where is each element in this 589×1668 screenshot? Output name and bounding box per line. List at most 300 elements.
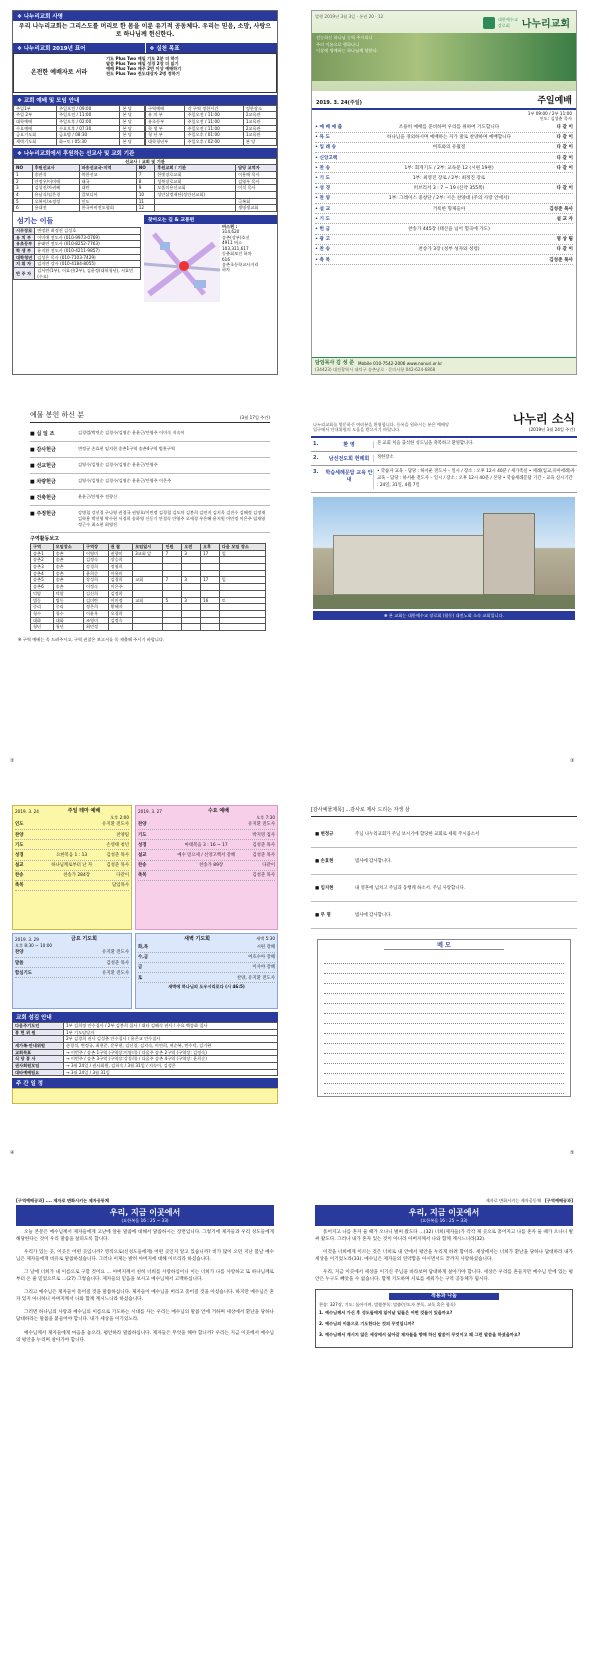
table-cell: 오경희 bbox=[108, 610, 133, 617]
table-cell: 이용배 목사 bbox=[236, 171, 277, 178]
application-label: 적용과 나눔 bbox=[389, 1293, 499, 1300]
program-detail bbox=[37, 960, 106, 966]
table-cell: 덕암 bbox=[53, 590, 83, 597]
mission-row bbox=[14, 198, 277, 205]
table-cell: 정한장소 bbox=[243, 105, 276, 112]
program-person: 담임목사 bbox=[112, 883, 129, 889]
lesson-title: 우리, 지금 이곳에서 bbox=[109, 1208, 181, 1218]
program-label: 금 bbox=[138, 965, 143, 971]
table-cell: 7 bbox=[136, 171, 155, 178]
table-cell bbox=[155, 205, 236, 212]
table-cell: 2교육관 bbox=[243, 112, 276, 119]
program-person: 김성준 목사 bbox=[106, 960, 129, 966]
news-number: 3. bbox=[313, 469, 319, 476]
program-label: 찬양 bbox=[138, 822, 147, 828]
table-cell: 학 생 부 bbox=[146, 125, 185, 132]
church-logo bbox=[483, 15, 570, 30]
table-cell bbox=[182, 557, 201, 564]
program-person: 김성준 목사 bbox=[106, 852, 129, 858]
order-detail: 1부: 회개기도 / 2부: 교독문 12 (시편 19편) bbox=[404, 165, 494, 171]
program-row bbox=[138, 943, 275, 953]
schedule-row bbox=[146, 125, 277, 132]
program-row bbox=[138, 973, 275, 983]
table-cell: 송촌 bbox=[53, 564, 83, 571]
table-cell bbox=[201, 584, 220, 591]
table-cell: 금요밤 / 08:30 bbox=[56, 132, 120, 139]
table-cell: 수요오후 / 07:30 bbox=[56, 125, 120, 132]
table-cell: 생명생교회 bbox=[236, 205, 277, 212]
table-cell: 토 bbox=[219, 597, 265, 604]
table-cell bbox=[155, 198, 236, 205]
lesson-paragraph: 흩어지고 나를 혼자 둘 때가 오나니 벌써 왔도다 …(32) 너희(제자들)가 각각 제 곳으로 흩어지고 나를 혼자 둘 때가 오나니 벌써 왔도다. 그러나 내가 혼자 있는 것이 아니라 아버지께서 나와 함께 계시느니라(32). bbox=[315, 1229, 573, 1242]
table-cell: 김성진/차귀혜 bbox=[32, 185, 79, 192]
program-person: 박지영 집사 bbox=[252, 832, 275, 838]
table-cell: 조영미 bbox=[83, 617, 108, 624]
table-cell bbox=[201, 590, 220, 597]
table-cell: 유남식/임은경 bbox=[32, 191, 79, 198]
table-cell bbox=[219, 604, 265, 611]
service-guide-title: 교회 섬김 안내 bbox=[12, 1012, 278, 1022]
church-building bbox=[333, 535, 485, 595]
table-cell: 극복회 bbox=[236, 198, 277, 205]
staff-title: 섬기는 이들 bbox=[13, 215, 141, 227]
program-person: 김성준 목사 bbox=[252, 852, 275, 858]
table-cell bbox=[219, 590, 265, 597]
sunday-time: 오후 2:00 bbox=[110, 814, 129, 820]
bulletin-page-5 bbox=[12, 805, 278, 1160]
schedule-title: ❖ 교회 예배 및 모임 안내 bbox=[13, 95, 277, 105]
lesson-paragraph: 예수님께서 제자들에게 마음을 놓으라, 평안하라 말씀하십니다. 제자들은 무엇을 해야 합니까? 우리는 지금 이곳에서 예수님의 평안을 누리며 살아가야 합니다. bbox=[16, 1330, 274, 1343]
lesson-paragraph: 우리가 있는 곳, 이곳은 어떤 곳입니까? 영적으로(신성도들에게) 어떤 곳인지 알고 있습니까? 비가 많이 오던 지난 봄날 예수님은 제자들에게 비유로 말씀하셨습니다. 그러나 이제는 밝히 아버지에 대해 이르리라 하셨습니다. bbox=[16, 1249, 274, 1262]
bulletin-page-1 bbox=[12, 10, 278, 375]
thanks-row bbox=[311, 821, 577, 848]
welcome-text: 나누리교회를 방문하신 여러분을 환영합니다. 등록을 원하시는 분은 예배당 입구에서 안내위원의 도움을 받으시기 바랍니다. bbox=[313, 421, 450, 432]
mission-row bbox=[14, 185, 277, 192]
service-role bbox=[13, 1036, 64, 1043]
order-person: 다 같 이 bbox=[556, 186, 573, 192]
district-row bbox=[31, 617, 266, 624]
program-person: 유지환 전도사 bbox=[102, 970, 129, 976]
verse-line: 이상에 명예하는 하나님께 향한다. bbox=[316, 47, 378, 53]
table-cell: 청 년 부 bbox=[146, 132, 185, 139]
table-cell: 송촌 bbox=[53, 584, 83, 591]
schedule-row bbox=[146, 132, 277, 139]
service-guide-table bbox=[12, 1022, 278, 1076]
table-cell: 1교육관 bbox=[243, 132, 276, 139]
table-cell: 윤희순 bbox=[83, 570, 108, 577]
district-table bbox=[30, 543, 266, 631]
news-heading: 환 영 bbox=[343, 442, 355, 449]
sunday-date: 2019. 3. 24 bbox=[15, 808, 39, 814]
table-cell bbox=[163, 584, 182, 591]
thanks-name: ■ 임지현 bbox=[315, 885, 334, 891]
staff-names: 이미애 전도사 (010-9973-0769) bbox=[35, 234, 141, 241]
table-cell: 주일오전 / 11:00 bbox=[185, 125, 243, 132]
table-cell: 안정우/이미애 bbox=[32, 178, 79, 185]
service-role: 식 당 봉 사 bbox=[13, 1056, 64, 1063]
fri-date: 2019. 3. 29 bbox=[15, 936, 39, 942]
order-item: • 예 배 예 출 bbox=[315, 125, 343, 131]
service-title: 주일예배 bbox=[537, 96, 572, 106]
schedule-row bbox=[146, 118, 277, 125]
offering-date: (3월 17일 주간) bbox=[239, 414, 270, 420]
order-person: 다 같 이 bbox=[556, 155, 573, 161]
bulletin-page-2 bbox=[311, 10, 577, 375]
table-cell: 이영미 bbox=[83, 550, 108, 557]
bus-line: 314,620 bbox=[222, 229, 240, 235]
order-detail: 1부: 최영진 장로 / 2부: 최정진 장로 bbox=[412, 176, 486, 182]
program-label: 기도 bbox=[15, 842, 24, 848]
sunday-theme-box bbox=[12, 805, 132, 930]
wed-title: 수요 예배 bbox=[207, 808, 230, 814]
order-row bbox=[315, 184, 573, 194]
order-person: 다 같 이 bbox=[556, 145, 573, 151]
service-detail: 1부 김희정 안수집사 / 2부 김봉희 집사 / 대타 김혜숙 권사 / 수요 백송화 집사 bbox=[64, 1023, 278, 1030]
table-cell bbox=[182, 604, 201, 611]
program-person: 찬양, 유지환 전도사 bbox=[236, 975, 275, 981]
news-item bbox=[311, 438, 577, 452]
table-cell bbox=[219, 584, 265, 591]
table-cell: 장성희 bbox=[83, 577, 108, 584]
staff-role: 시무장로 bbox=[14, 228, 35, 235]
service-row bbox=[13, 1069, 278, 1076]
issue-date: 발행 2019년 3월 3일 · 통권 20 · 12 bbox=[315, 14, 384, 19]
table-cell bbox=[133, 617, 163, 624]
table-cell bbox=[201, 604, 220, 611]
table-cell: 대화 bbox=[31, 617, 54, 624]
offering-names: 김경렬/박연순 김경수/김영순 윤윤근/안영주 이미숙 지숙이 bbox=[78, 430, 185, 435]
program-detail bbox=[160, 975, 237, 981]
program-person: 이사야 강해 bbox=[252, 965, 275, 971]
program-label: 인도 bbox=[15, 822, 24, 828]
bus-line: 4911 버스 bbox=[222, 240, 243, 246]
schedule-row bbox=[146, 105, 277, 112]
table-cell bbox=[163, 564, 182, 571]
district-row bbox=[31, 590, 266, 597]
table-cell: 교회 bbox=[133, 597, 163, 604]
table-cell: 교회 bbox=[133, 577, 163, 584]
staff-names: 변정환 최정진 김성호 bbox=[35, 228, 141, 235]
schedule-left-table bbox=[13, 105, 145, 146]
table-cell: 본 당 bbox=[120, 112, 145, 119]
table-cell bbox=[133, 557, 163, 564]
table-cell: 김영우 목사 bbox=[236, 178, 277, 185]
thanks-row bbox=[311, 902, 577, 929]
order-row bbox=[315, 194, 573, 204]
bus-line: 616 bbox=[222, 256, 230, 262]
page-number: ② bbox=[10, 758, 15, 764]
program-label: 화,목 bbox=[138, 945, 149, 951]
table-cell bbox=[201, 564, 220, 571]
order-row bbox=[315, 143, 573, 153]
program-detail bbox=[160, 954, 248, 960]
order-row bbox=[315, 123, 573, 133]
church-tower bbox=[483, 513, 535, 595]
order-person: 다 같 이 bbox=[556, 247, 573, 253]
order-person bbox=[533, 195, 573, 201]
program-label: 찬송 bbox=[15, 873, 24, 879]
table-cell bbox=[182, 617, 201, 624]
bus-line: 송촌초등학교사거리 bbox=[222, 261, 259, 267]
schedule-row bbox=[14, 125, 145, 132]
offering-row bbox=[30, 490, 270, 506]
dawn-title: 새벽 기도회 bbox=[184, 936, 211, 942]
bus-label: 버스편 : bbox=[222, 224, 238, 229]
table-cell: 7 bbox=[163, 577, 182, 584]
table-cell bbox=[236, 191, 277, 198]
schedule-row bbox=[14, 132, 145, 139]
church-address: (34423) 대전광역시 대덕구 송촌남로 · 문의사항 042-624-6868 bbox=[315, 366, 436, 372]
offering-type: ■ 건축헌금 bbox=[30, 495, 56, 501]
order-item: • 기 도 bbox=[315, 176, 331, 182]
table-cell: 성북장로교회 bbox=[155, 178, 236, 185]
table-cell: 3 bbox=[182, 597, 201, 604]
order-row bbox=[315, 214, 573, 224]
mission-row bbox=[14, 191, 277, 198]
program-detail bbox=[37, 970, 102, 976]
program-label: 찬양 bbox=[15, 832, 24, 838]
program-row bbox=[15, 850, 129, 860]
offering-title: 예물 봉헌 하신 분 bbox=[30, 411, 85, 419]
table-cell bbox=[219, 624, 265, 631]
table-header-cell: 권 찰 bbox=[108, 544, 133, 551]
practice-item: 전도 Plus Two 전도대상자 2명 정하기 bbox=[106, 71, 180, 77]
thanks-name: ■ 손효현 bbox=[315, 858, 334, 864]
program-row bbox=[138, 861, 275, 871]
program-row bbox=[15, 881, 129, 891]
service-row bbox=[13, 1056, 278, 1063]
table-header-cell: 구역 bbox=[31, 544, 54, 551]
service-row bbox=[13, 1043, 278, 1050]
table-cell: 9 bbox=[136, 185, 155, 192]
staff-row bbox=[14, 268, 141, 280]
thanks-text: 주님 나누리교회가 주님 보시기에 합당한 교회로 세워 주시옵소서 bbox=[355, 831, 480, 837]
service-leader: 인도: 김성춘 목사 bbox=[539, 116, 572, 122]
table-cell: 3 bbox=[182, 550, 201, 557]
weekly-schedule-title: 주 간 일 정 bbox=[12, 1078, 278, 1088]
lesson-paragraph: 이것을 너희에게 이르는 것은 너희로 내 안에서 평안을 누리게 하려 함이라. 세상에서는 너희가 환난을 당하나 담대하라 내가 세상을 이기었노라(33). 예수님은 제자들의 연약함을 아시면서도 끝까지 사랑하셨습니다. bbox=[315, 1249, 573, 1262]
table-cell bbox=[133, 610, 163, 617]
table-cell: 인도 bbox=[79, 198, 136, 205]
table-cell bbox=[219, 617, 265, 624]
program-detail bbox=[160, 832, 252, 838]
page-number: ④ bbox=[10, 1150, 15, 1156]
table-cell bbox=[133, 584, 163, 591]
table-cell: 용대전 bbox=[32, 205, 79, 212]
vision-title: ❖ 나누리교회 2019년 표어 bbox=[13, 43, 145, 53]
service-row bbox=[13, 1063, 278, 1070]
news-title: 나누리 소식 bbox=[512, 412, 575, 426]
thanks-text: 범사에 감사합니다. bbox=[355, 912, 392, 918]
table-cell: 북한선교 bbox=[79, 171, 136, 178]
table-cell bbox=[163, 604, 182, 611]
program-label: 축복 bbox=[15, 883, 24, 889]
news-number: 1. bbox=[313, 441, 319, 448]
order-detail bbox=[365, 155, 533, 161]
staff-row bbox=[14, 248, 141, 255]
table-cell: 송촌5 bbox=[31, 577, 54, 584]
news-heading: 남선전도회 헌례회 bbox=[328, 456, 370, 463]
table-cell: 구역예배 bbox=[146, 105, 185, 112]
program-person: 여호수아 강해 bbox=[248, 955, 275, 961]
staff-names: 김성은 목사 (010-7103-7429) bbox=[35, 254, 141, 261]
table-cell: 8 bbox=[136, 178, 155, 185]
schedule-row bbox=[146, 112, 277, 119]
service-detail: → 이번주 / 송촌 1구역 (구역장:이영미) / 다음주 송촌 2구역 (구역장: 김정숙) bbox=[64, 1049, 278, 1056]
news-heading: 학습세례문답 교육 안내 bbox=[325, 470, 373, 484]
table-cell bbox=[182, 624, 201, 631]
program-row bbox=[15, 820, 129, 830]
table-cell: 5 bbox=[14, 198, 33, 205]
service-row bbox=[13, 1023, 278, 1030]
program-detail bbox=[37, 882, 112, 888]
schedule-row bbox=[146, 138, 277, 145]
table-cell: 김경희 bbox=[108, 577, 133, 584]
table-cell: 주일오후 / 02:00 bbox=[56, 118, 120, 125]
table-cell bbox=[182, 564, 201, 571]
program-row bbox=[15, 871, 129, 881]
schedule-row bbox=[14, 138, 145, 145]
bulletin-page-8 bbox=[311, 1198, 577, 1658]
table-cell: 한빛장로교회 bbox=[155, 171, 236, 178]
table-cell: 법동 bbox=[31, 597, 54, 604]
program-row bbox=[15, 968, 129, 978]
order-detail: 1부: 그레이스 중창단 / 2부: 시온 찬양대 (주의 사랑 안에서) bbox=[388, 196, 510, 202]
schedule-row bbox=[14, 105, 145, 112]
program-detail: 하나님께로부터 난 자 bbox=[51, 863, 93, 869]
offering-row bbox=[30, 474, 270, 490]
program-person: 김성준 목사 bbox=[106, 863, 129, 869]
program-detail: 예수 믿으세 / 신앙고백서 강해 bbox=[177, 852, 236, 858]
table-cell: 모똘미용선교회 bbox=[155, 185, 236, 192]
table-cell: 본 당 bbox=[120, 132, 145, 139]
table-cell bbox=[201, 557, 220, 564]
program-label: 찬송 bbox=[138, 863, 147, 869]
program-row bbox=[15, 840, 129, 850]
table-cell: 송촌 bbox=[53, 577, 83, 584]
lesson-paragraph: 그리고 예수님은 제자들이 흩어질 것을 말씀하십니다. 제자들이 예수님을 버리고 흩어질 것을 아셨습니다. 하지만 예수님은 혼자 있지 아니하니 아버지께서 나와 함께 계시느니라 하셨습니다. bbox=[16, 1290, 274, 1303]
table-cell: 화~토 / 05:30 bbox=[56, 138, 120, 145]
order-item: • 입 례 송 bbox=[315, 145, 337, 151]
church-building-illustration bbox=[312, 33, 576, 81]
offering-names: 강병철 강선경 구나영 권경국 권영호/이민정 김경철 김도차 김봉희 김연지 김지욱 김진수 김혜정 김정재 김학용 박선영 박수현 서경희 송하영 신동기 안경숙 안영주 오세경 우은혜 윤지원 이민정 이은주 임재영 정근수 최소현 최영진 bbox=[78, 510, 266, 527]
table-cell: 송촌2 bbox=[31, 557, 54, 564]
church-photo bbox=[313, 497, 575, 609]
church-name: 나누리교회 bbox=[521, 19, 570, 30]
order-person bbox=[533, 226, 573, 232]
table-cell: 대학예배 bbox=[14, 118, 57, 125]
order-detail: 조용히 예배를 준비하며 우리를 위하여 기도합니다 bbox=[398, 125, 500, 131]
staff-role: 유초등부 bbox=[14, 241, 35, 248]
bus-line: 하차 bbox=[222, 267, 231, 273]
order-person: 김성준 목사 bbox=[549, 257, 573, 263]
wednesday-service-box bbox=[135, 805, 278, 930]
table-cell: 김정숙 bbox=[83, 557, 108, 564]
service-row bbox=[13, 1036, 278, 1043]
lesson-paragraph: 우리, 지금 이곳에서 세상을 이기신 주님을 바라보며 담대하게 살아가야 합니다. 세상은 우리를 흔들지만 예수님 안에 있는 평안은 누구도 빼앗을 수 없습니다. 함께 기도하며 서로를 세워가는 구역 공동체가 됩시다. bbox=[315, 1269, 573, 1283]
news-item bbox=[311, 466, 577, 493]
pastor-name: 담임목사 김 성 준 bbox=[315, 360, 355, 367]
map-title: 찾아오는 길 & 교통편 bbox=[144, 215, 277, 224]
offering-names: 김영수/김영순 김경수/김영순 윤윤근/안영주 이은주 bbox=[78, 478, 172, 483]
program-person: 찬양팀 bbox=[116, 832, 129, 838]
verse-line: 주의 이름으로 행하나니 bbox=[316, 42, 360, 48]
page-number: ③ bbox=[570, 758, 575, 764]
program-person: 김성준 목사 bbox=[252, 842, 275, 848]
offering-names: 김영수/김영순 김경수/김영순 윤윤근/안영주 bbox=[78, 462, 158, 467]
program-detail bbox=[37, 842, 106, 848]
service-times: 1부 09:00 / 2부 11:00 bbox=[527, 111, 572, 116]
thanks-row bbox=[311, 875, 577, 902]
table-cell: 6 bbox=[14, 205, 33, 212]
program-person: 유지환 전도사 bbox=[248, 822, 275, 828]
program-row bbox=[138, 840, 275, 850]
order-detail: 찬송가 445장 (태산을 넘어 험곡에 가도) bbox=[408, 226, 490, 232]
table-cell: 이유미 bbox=[108, 570, 133, 577]
table-cell: 본 당 bbox=[120, 125, 145, 132]
thanks-text: 내 영혼에 넘치고 주님과 동행케 하소서. 주님 사랑합니다. bbox=[355, 885, 466, 891]
offering-row bbox=[30, 458, 270, 474]
lesson-title: 우리, 지금 이곳에서 bbox=[408, 1208, 480, 1218]
table-cell: 이은주 bbox=[108, 584, 133, 591]
service-detail: 2부 김경희 권사 김성춘 안수집사 / 윤은교 안수집사 bbox=[64, 1036, 278, 1043]
mission-support-title: ❖ 나누리교회에서 후원하는 선교사 및 교회 기관 bbox=[13, 148, 277, 158]
staff-row bbox=[14, 228, 141, 235]
service-role: 권사회원모임 bbox=[13, 1063, 64, 1070]
order-person bbox=[533, 175, 573, 181]
offering-row bbox=[30, 506, 270, 533]
service-detail: 손경석, 변정규, 최현준, 문무현, 김선경, 김지숙, 이연희, 여순복, 민수덕, 김기완 bbox=[64, 1043, 278, 1050]
table-cell bbox=[163, 617, 182, 624]
order-detail bbox=[365, 216, 533, 222]
table-header-cell: 오전 bbox=[182, 544, 201, 551]
staff-row bbox=[14, 254, 141, 261]
church-map bbox=[144, 224, 220, 302]
program-row bbox=[15, 830, 129, 840]
order-of-worship bbox=[312, 123, 576, 266]
table-cell: 3교회 앞 bbox=[133, 550, 163, 557]
program-person: 유지환 전도사 bbox=[102, 950, 129, 956]
staff-row bbox=[14, 261, 141, 268]
table-cell: 7 bbox=[163, 550, 182, 557]
table-cell bbox=[163, 557, 182, 564]
denomination: 대한예수교장로회 bbox=[497, 17, 518, 28]
schedule-row bbox=[14, 118, 145, 125]
service-detail: 1부 기도담당자 bbox=[64, 1029, 278, 1036]
program-detail bbox=[160, 944, 257, 950]
staff-names: 김지연 강사 (010-4184-8055) bbox=[35, 261, 141, 268]
thanks-row bbox=[311, 848, 577, 875]
table-header-cell: 모임일시 bbox=[133, 544, 163, 551]
table-cell: 대학청년부 bbox=[146, 138, 185, 145]
program-row bbox=[138, 963, 275, 973]
program-label: 성경 bbox=[138, 842, 147, 848]
mission-support-header: 선교사 / 교회 및 기관 bbox=[14, 158, 277, 165]
program-label: 기도 bbox=[138, 832, 147, 838]
order-detail: 거룩한 형제들아 bbox=[432, 206, 466, 212]
staff-names: 김서연(1부), 이효선(2부), 김윤정(대학청년), 서효민(수요) bbox=[35, 268, 141, 280]
order-row bbox=[315, 133, 573, 143]
bus-line: 103,311,617 bbox=[222, 245, 249, 251]
program-row bbox=[138, 953, 275, 963]
table-cell: 대화 bbox=[53, 617, 83, 624]
bulletin-page-3 bbox=[12, 408, 278, 768]
table-cell: 5 bbox=[163, 597, 182, 604]
table-header-cell: 담당 교역자 bbox=[236, 165, 277, 172]
table-cell: 주일오후 / 02:00 bbox=[185, 138, 243, 145]
table-cell bbox=[163, 610, 182, 617]
pastor-contact: Mobile 010-7542-2006 www.nanuri.or.kr bbox=[358, 360, 443, 366]
